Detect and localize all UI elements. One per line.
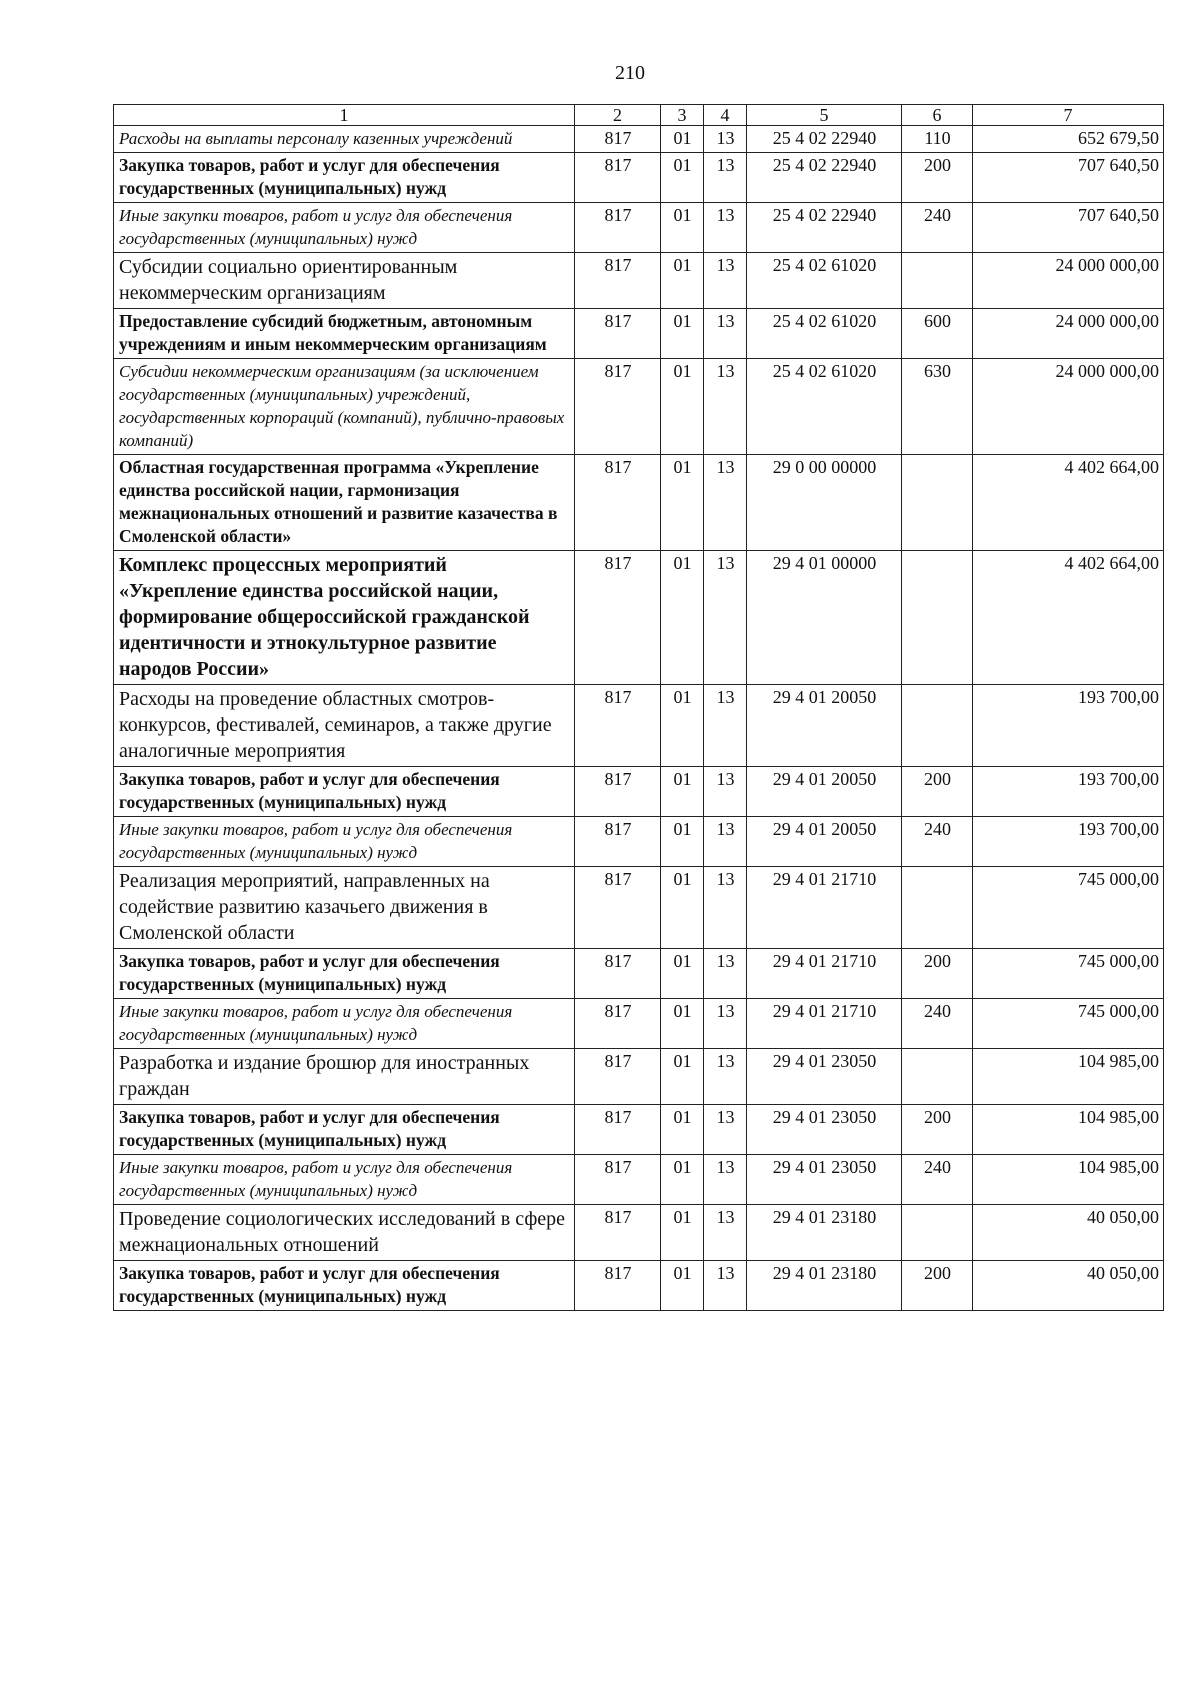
column-header: 7	[973, 105, 1164, 126]
target-article-code: 29 4 01 20050	[747, 767, 902, 817]
item-name: Иные закупки товаров, работ и услуг для обеспечения государственных (муниципальных) нужд	[114, 999, 575, 1049]
expense-type-code: 600	[902, 309, 973, 359]
admin-code: 817	[575, 203, 661, 253]
section-code: 01	[661, 359, 704, 455]
target-article-code: 29 4 01 21710	[747, 867, 902, 949]
amount: 104 985,00	[973, 1105, 1164, 1155]
expense-type-code: 200	[902, 767, 973, 817]
table-row	[114, 817, 1164, 867]
section-code: 01	[661, 1049, 704, 1105]
expense-type-code	[902, 253, 973, 309]
item-name: Расходы на выплаты персоналу казенных учреждений	[114, 126, 575, 153]
amount: 745 000,00	[973, 999, 1164, 1049]
target-article-code: 29 4 01 23050	[747, 1049, 902, 1105]
subsection-code: 13	[704, 1261, 747, 1311]
table-row	[114, 253, 1164, 309]
section-code: 01	[661, 949, 704, 999]
table-row	[114, 126, 1164, 153]
item-name: Закупка товаров, работ и услуг для обеспечения государственных (муниципальных) нужд	[114, 949, 575, 999]
table-row	[114, 867, 1164, 949]
item-name: Расходы на проведение областных смотров-конкурсов, фестивалей, семинаров, а также другие аналогичные мероприятия	[114, 685, 575, 767]
subsection-code: 13	[704, 1155, 747, 1205]
admin-code: 817	[575, 126, 661, 153]
subsection-code: 13	[704, 359, 747, 455]
subsection-code: 13	[704, 455, 747, 551]
admin-code: 817	[575, 1105, 661, 1155]
column-header: 1	[114, 105, 575, 126]
target-article-code: 25 4 02 22940	[747, 153, 902, 203]
subsection-code: 13	[704, 126, 747, 153]
column-header: 5	[747, 105, 902, 126]
target-article-code: 29 4 01 23050	[747, 1155, 902, 1205]
item-name: Субсидии социально ориентированным некоммерческим организациям	[114, 253, 575, 309]
target-article-code: 29 4 01 23050	[747, 1105, 902, 1155]
item-name: Комплекс процессных мероприятий «Укрепление единства российской нации, формирование общероссийской гражданской идентичности и этнокультурное развитие народов России»	[114, 551, 575, 685]
amount: 24 000 000,00	[973, 253, 1164, 309]
admin-code: 817	[575, 685, 661, 767]
expense-type-code: 200	[902, 1105, 973, 1155]
amount: 24 000 000,00	[973, 309, 1164, 359]
expense-type-code: 200	[902, 949, 973, 999]
amount: 104 985,00	[973, 1155, 1164, 1205]
item-name: Закупка товаров, работ и услуг для обеспечения государственных (муниципальных) нужд	[114, 153, 575, 203]
table-row	[114, 949, 1164, 999]
item-name: Закупка товаров, работ и услуг для обеспечения государственных (муниципальных) нужд	[114, 1105, 575, 1155]
table-row	[114, 1205, 1164, 1261]
target-article-code: 29 4 01 20050	[747, 817, 902, 867]
item-name: Иные закупки товаров, работ и услуг для обеспечения государственных (муниципальных) нужд	[114, 817, 575, 867]
amount: 4 402 664,00	[973, 551, 1164, 685]
column-header: 6	[902, 105, 973, 126]
admin-code: 817	[575, 817, 661, 867]
section-code: 01	[661, 867, 704, 949]
target-article-code: 29 0 00 00000	[747, 455, 902, 551]
section-code: 01	[661, 203, 704, 253]
target-article-code: 25 4 02 22940	[747, 126, 902, 153]
subsection-code: 13	[704, 203, 747, 253]
header-row	[114, 105, 1164, 126]
table-row	[114, 153, 1164, 203]
subsection-code: 13	[704, 253, 747, 309]
subsection-code: 13	[704, 949, 747, 999]
budget-table	[113, 104, 1164, 1311]
subsection-code: 13	[704, 309, 747, 359]
amount: 745 000,00	[973, 949, 1164, 999]
column-header: 3	[661, 105, 704, 126]
column-header: 4	[704, 105, 747, 126]
expense-type-code	[902, 685, 973, 767]
section-code: 01	[661, 817, 704, 867]
target-article-code: 25 4 02 61020	[747, 309, 902, 359]
amount: 193 700,00	[973, 767, 1164, 817]
table-row	[114, 1155, 1164, 1205]
amount: 193 700,00	[973, 685, 1164, 767]
subsection-code: 13	[704, 767, 747, 817]
item-name: Предоставление субсидий бюджетным, автономным учреждениям и иным некоммерческим организациям	[114, 309, 575, 359]
subsection-code: 13	[704, 153, 747, 203]
admin-code: 817	[575, 1205, 661, 1261]
admin-code: 817	[575, 949, 661, 999]
admin-code: 817	[575, 1261, 661, 1311]
admin-code: 817	[575, 767, 661, 817]
table-body	[114, 126, 1164, 1311]
item-name: Областная государственная программа «Укрепление единства российской нации, гармонизация межнациональных отношений и развитие казачества в Смоленской области»	[114, 455, 575, 551]
admin-code: 817	[575, 1049, 661, 1105]
table-row	[114, 203, 1164, 253]
item-name: Разработка и издание брошюр для иностранных граждан	[114, 1049, 575, 1105]
target-article-code: 25 4 02 61020	[747, 359, 902, 455]
amount: 4 402 664,00	[973, 455, 1164, 551]
expense-type-code	[902, 455, 973, 551]
page-number: 210	[615, 62, 645, 84]
admin-code: 817	[575, 1155, 661, 1205]
expense-type-code	[902, 867, 973, 949]
table-row	[114, 1049, 1164, 1105]
admin-code: 817	[575, 359, 661, 455]
expense-type-code: 240	[902, 203, 973, 253]
table-row	[114, 1105, 1164, 1155]
item-name: Иные закупки товаров, работ и услуг для обеспечения государственных (муниципальных) нужд	[114, 1155, 575, 1205]
amount: 745 000,00	[973, 867, 1164, 949]
table-row	[114, 309, 1164, 359]
item-name: Иные закупки товаров, работ и услуг для обеспечения государственных (муниципальных) нужд	[114, 203, 575, 253]
admin-code: 817	[575, 153, 661, 203]
expense-type-code: 240	[902, 999, 973, 1049]
section-code: 01	[661, 1261, 704, 1311]
item-name: Закупка товаров, работ и услуг для обеспечения государственных (муниципальных) нужд	[114, 767, 575, 817]
amount: 652 679,50	[973, 126, 1164, 153]
expense-type-code	[902, 551, 973, 685]
subsection-code: 13	[704, 551, 747, 685]
amount: 40 050,00	[973, 1261, 1164, 1311]
subsection-code: 13	[704, 817, 747, 867]
target-article-code: 29 4 01 23180	[747, 1205, 902, 1261]
section-code: 01	[661, 153, 704, 203]
table-row	[114, 685, 1164, 767]
section-code: 01	[661, 253, 704, 309]
amount: 24 000 000,00	[973, 359, 1164, 455]
subsection-code: 13	[704, 867, 747, 949]
expense-type-code: 200	[902, 1261, 973, 1311]
target-article-code: 29 4 01 21710	[747, 999, 902, 1049]
table-row	[114, 999, 1164, 1049]
expense-type-code: 200	[902, 153, 973, 203]
target-article-code: 29 4 01 20050	[747, 685, 902, 767]
expense-type-code	[902, 1205, 973, 1261]
section-code: 01	[661, 999, 704, 1049]
target-article-code: 25 4 02 22940	[747, 203, 902, 253]
expense-type-code: 240	[902, 1155, 973, 1205]
expense-type-code: 630	[902, 359, 973, 455]
admin-code: 817	[575, 455, 661, 551]
table-row	[114, 767, 1164, 817]
section-code: 01	[661, 767, 704, 817]
item-name: Реализация мероприятий, направленных на содействие развитию казачьего движения в Смоленской области	[114, 867, 575, 949]
expense-type-code: 240	[902, 817, 973, 867]
section-code: 01	[661, 126, 704, 153]
section-code: 01	[661, 1155, 704, 1205]
item-name: Закупка товаров, работ и услуг для обеспечения государственных (муниципальных) нужд	[114, 1261, 575, 1311]
section-code: 01	[661, 685, 704, 767]
target-article-code: 29 4 01 00000	[747, 551, 902, 685]
section-code: 01	[661, 309, 704, 359]
expense-type-code	[902, 1049, 973, 1105]
amount: 707 640,50	[973, 153, 1164, 203]
target-article-code: 29 4 01 21710	[747, 949, 902, 999]
target-article-code: 25 4 02 61020	[747, 253, 902, 309]
subsection-code: 13	[704, 1205, 747, 1261]
amount: 193 700,00	[973, 817, 1164, 867]
admin-code: 817	[575, 867, 661, 949]
table-row	[114, 1261, 1164, 1311]
section-code: 01	[661, 1205, 704, 1261]
amount: 707 640,50	[973, 203, 1164, 253]
admin-code: 817	[575, 551, 661, 685]
section-code: 01	[661, 455, 704, 551]
subsection-code: 13	[704, 999, 747, 1049]
amount: 40 050,00	[973, 1205, 1164, 1261]
table-row	[114, 455, 1164, 551]
subsection-code: 13	[704, 1105, 747, 1155]
subsection-code: 13	[704, 1049, 747, 1105]
subsection-code: 13	[704, 685, 747, 767]
item-name: Проведение социологических исследований в сфере межнациональных отношений	[114, 1205, 575, 1261]
section-code: 01	[661, 1105, 704, 1155]
item-name: Субсидии некоммерческим организациям (за исключением государственных (муниципальных) учреждений, государственных корпораций (компаний), публично-правовых компаний)	[114, 359, 575, 455]
target-article-code: 29 4 01 23180	[747, 1261, 902, 1311]
table-row	[114, 359, 1164, 455]
admin-code: 817	[575, 253, 661, 309]
table-row	[114, 551, 1164, 685]
expense-type-code: 110	[902, 126, 973, 153]
amount: 104 985,00	[973, 1049, 1164, 1105]
admin-code: 817	[575, 999, 661, 1049]
column-header: 2	[575, 105, 661, 126]
section-code: 01	[661, 551, 704, 685]
admin-code: 817	[575, 309, 661, 359]
